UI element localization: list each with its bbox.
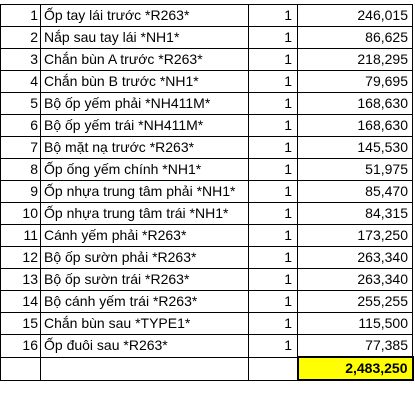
cell-part-name[interactable]: Chắn bùn B trước *NH1* (41, 71, 249, 93)
parts-table (0, 4, 414, 381)
table-row (1, 181, 413, 203)
cell-quantity[interactable]: 1 (249, 269, 298, 291)
table-row (1, 247, 413, 269)
cell-row-number[interactable]: 12 (1, 247, 41, 269)
table-row (1, 203, 413, 225)
cell-quantity[interactable]: 1 (249, 203, 298, 225)
cell-amount[interactable]: 168,630 (298, 115, 413, 137)
cell-quantity[interactable]: 1 (249, 137, 298, 159)
cell-row-number[interactable]: 11 (1, 225, 41, 247)
cell-row-number[interactable]: 10 (1, 203, 41, 225)
cell-amount[interactable]: 51,975 (298, 159, 413, 181)
cell-row-number[interactable]: 7 (1, 137, 41, 159)
table-row (1, 159, 413, 181)
table-row (1, 49, 413, 71)
cell-quantity[interactable]: 1 (249, 93, 298, 115)
cell-total-qty[interactable] (249, 357, 298, 380)
cell-quantity[interactable]: 1 (249, 71, 298, 93)
table-row (1, 269, 413, 291)
cell-amount[interactable]: 85,470 (298, 181, 413, 203)
cell-amount[interactable]: 86,625 (298, 27, 413, 49)
cell-part-name[interactable]: Ốp đuôi sau *R263* (41, 335, 249, 358)
table-row (1, 93, 413, 115)
cell-quantity[interactable]: 1 (249, 335, 298, 358)
cell-row-number[interactable]: 8 (1, 159, 41, 181)
cell-part-name[interactable]: Bộ mặt nạ trước *R263* (41, 137, 249, 159)
cell-quantity[interactable]: 1 (249, 225, 298, 247)
cell-quantity[interactable]: 1 (249, 181, 298, 203)
cell-amount[interactable]: 77,385 (298, 335, 413, 358)
cell-row-number[interactable]: 14 (1, 291, 41, 313)
table-row (1, 291, 413, 313)
cell-total-name[interactable] (41, 357, 249, 380)
cell-part-name[interactable]: Ốp tay lái trước *R263* (41, 5, 249, 27)
cell-part-name[interactable]: Cánh yếm phải *R263* (41, 225, 249, 247)
cell-amount[interactable]: 115,500 (298, 313, 413, 335)
cell-amount[interactable]: 173,250 (298, 225, 413, 247)
cell-amount[interactable]: 263,340 (298, 269, 413, 291)
table-row (1, 27, 413, 49)
table-row (1, 5, 413, 27)
cell-amount[interactable]: 255,255 (298, 291, 413, 313)
cell-part-name[interactable]: Bộ ốp yếm trái *NH411M* (41, 115, 249, 137)
table-row (1, 137, 413, 159)
cell-row-number[interactable]: 3 (1, 49, 41, 71)
total-row (1, 357, 413, 380)
cell-row-number[interactable]: 1 (1, 5, 41, 27)
table-footer (1, 357, 413, 380)
cell-part-name[interactable]: Ốp nhựa trung tâm phải *NH1* (41, 181, 249, 203)
cell-row-number[interactable]: 16 (1, 335, 41, 358)
cell-amount[interactable]: 84,315 (298, 203, 413, 225)
cell-part-name[interactable]: Bộ ốp yếm phải *NH411M* (41, 93, 249, 115)
cell-part-name[interactable]: Bộ ốp sườn phải *R263* (41, 247, 249, 269)
cell-quantity[interactable]: 1 (249, 313, 298, 335)
table-row (1, 313, 413, 335)
table-row (1, 115, 413, 137)
cell-row-number[interactable]: 13 (1, 269, 41, 291)
cell-total-no[interactable] (1, 357, 41, 380)
cell-part-name[interactable]: Ốp nhựa trung tâm trái *NH1* (41, 203, 249, 225)
cell-quantity[interactable]: 1 (249, 5, 298, 27)
cell-part-name[interactable]: Nắp sau tay lái *NH1* (41, 27, 249, 49)
cell-amount[interactable]: 246,015 (298, 5, 413, 27)
cell-amount[interactable]: 218,295 (298, 49, 413, 71)
cell-quantity[interactable]: 1 (249, 247, 298, 269)
cell-amount[interactable]: 168,630 (298, 93, 413, 115)
cell-quantity[interactable]: 1 (249, 27, 298, 49)
cell-quantity[interactable]: 1 (249, 115, 298, 137)
table-row (1, 225, 413, 247)
cell-amount[interactable]: 263,340 (298, 247, 413, 269)
cell-quantity[interactable]: 1 (249, 159, 298, 181)
cell-part-name[interactable]: Bộ cánh yếm trái *R263* (41, 291, 249, 313)
table-body (1, 5, 413, 358)
cell-amount[interactable]: 145,530 (298, 137, 413, 159)
cell-quantity[interactable]: 1 (249, 49, 298, 71)
table-row (1, 71, 413, 93)
cell-row-number[interactable]: 15 (1, 313, 41, 335)
cell-part-name[interactable]: Chắn bùn A trước *R263* (41, 49, 249, 71)
cell-quantity[interactable]: 1 (249, 291, 298, 313)
cell-row-number[interactable]: 2 (1, 27, 41, 49)
cell-row-number[interactable]: 6 (1, 115, 41, 137)
cell-amount[interactable]: 79,695 (298, 71, 413, 93)
cell-part-name[interactable]: Ốp ống yếm chính *NH1* (41, 159, 249, 181)
cell-part-name[interactable]: Chắn bùn sau *TYPE1* (41, 313, 249, 335)
cell-row-number[interactable]: 5 (1, 93, 41, 115)
cell-row-number[interactable]: 4 (1, 71, 41, 93)
cell-part-name[interactable]: Bộ ốp sườn trái *R263* (41, 269, 249, 291)
table-row (1, 335, 413, 358)
cell-row-number[interactable]: 9 (1, 181, 41, 203)
total-amount-cell[interactable]: 2,483,250 (298, 357, 413, 380)
